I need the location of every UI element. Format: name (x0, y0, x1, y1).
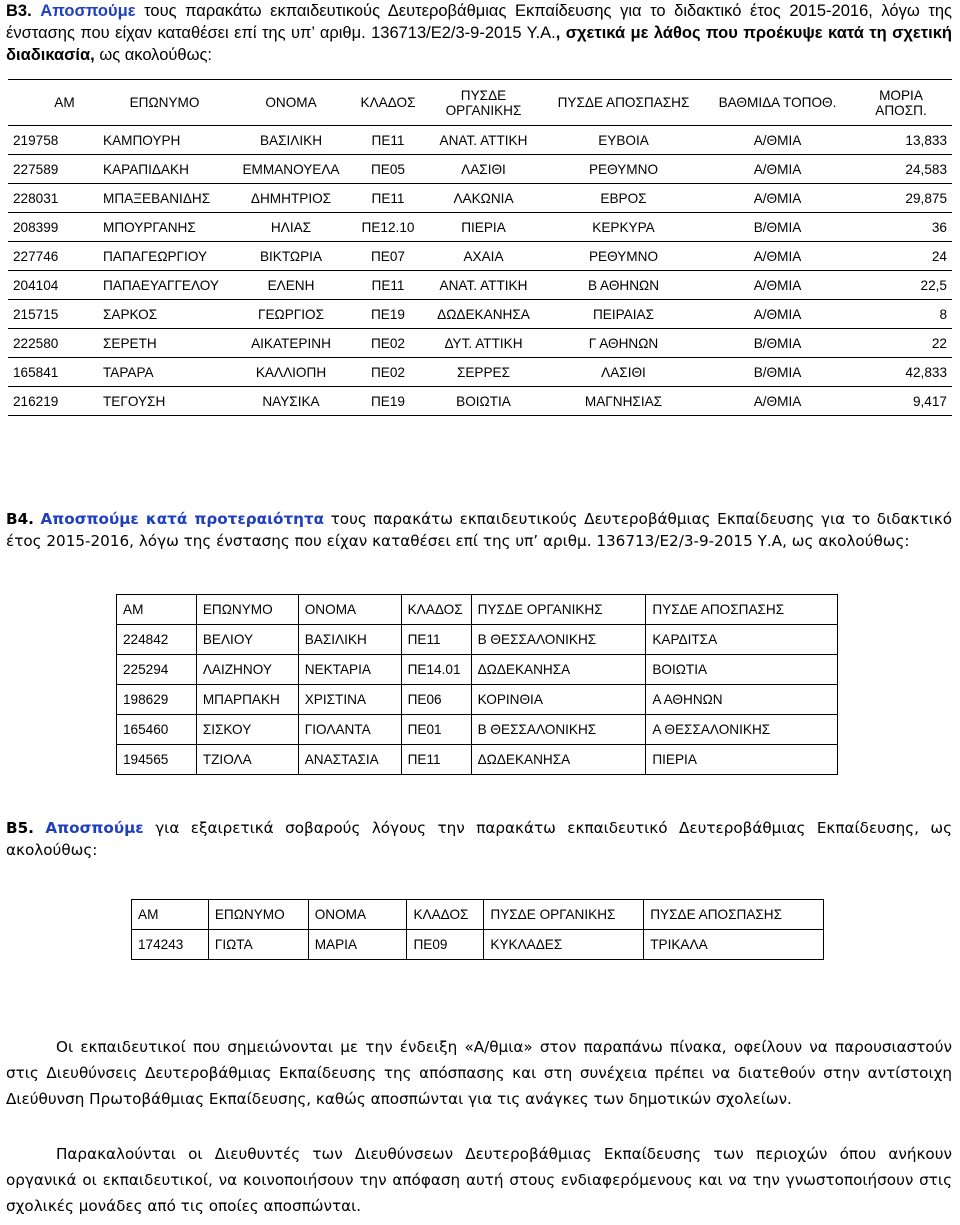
section-b3-text-a: τους παρακάτω εκπαιδευτικούς Δευτεροβάθμιας Εκπαίδευσης για το διδακτικό έτος 2015-2016, λόγω της ένστασης που είχαν καταθέσει επί της υπ’ αριθμ. 136713/Ε2/3-9-2015 Υ.Α. (6, 2, 952, 42)
table-b5-header-name: ΟΝΟΜΑ (308, 900, 407, 930)
table-cell-surname: ΒΕΛΙΟΥ (196, 625, 298, 655)
table-cell-surname: ΤΑΡΑΡΑ (98, 358, 231, 387)
table-cell-branch: ΠΕ11 (401, 625, 471, 655)
table-cell-branch: ΠΕ11 (351, 271, 425, 300)
table-row (8, 155, 952, 184)
table-cell-level: Α/ΘΜΙΑ (705, 387, 850, 416)
table-cell-name: ΑΙΚΑΤΕΡΙΝΗ (231, 329, 351, 358)
table-cell-am: 165841 (8, 358, 98, 387)
table-cell-points: 22 (850, 329, 952, 358)
table-cell-pysde-apo: ΛΑΣΙΘΙ (542, 358, 705, 387)
table-row (8, 387, 952, 416)
table-cell-pysde-org: Β ΘΕΣΣΑΛΟΝΙΚΗΣ (471, 625, 646, 655)
section-b4-lead: Αποσπούμε κατά προτεραιότητα (40, 510, 325, 528)
table-cell-name: ΝΑΥΣΙΚΑ (231, 387, 351, 416)
table-cell-name: ΑΝΑΣΤΑΣΙΑ (298, 745, 401, 775)
table-cell-name: ΒΑΣΙΛΙΚΗ (231, 126, 351, 155)
table-row (8, 242, 952, 271)
table-cell-pysde-apo: Α ΘΕΣΣΑΛΟΝΙΚΗΣ (646, 715, 838, 745)
table-cell-pysde-apo: ΤΡΙΚΑΛΑ (644, 930, 824, 960)
table-cell-pysde-org: ΔΩΔΕΚΑΝΗΣΑ (471, 745, 646, 775)
table-cell-name: ΕΛΕΝΗ (231, 271, 351, 300)
table-row (8, 329, 952, 358)
table-cell-am: 227589 (8, 155, 98, 184)
table-cell-pysde-apo: ΚΑΡΔΙΤΣΑ (646, 625, 838, 655)
table-cell-name: ΚΑΛΛΙΟΠΗ (231, 358, 351, 387)
table-cell-pysde-apo: Β ΑΘΗΝΩΝ (542, 271, 705, 300)
table-cell-surname: ΣΙΣΚΟΥ (196, 715, 298, 745)
table-cell-am: 174243 (132, 930, 209, 960)
closing-paragraph-2: Παρακαλούνται οι Διευθυντές των Διευθύνσεων Δευτεροβάθμιας Εκπαίδευσης των περιοχών όπου ανήκουν οργανικά οι εκπαιδευτικοί, να κοινοποιήσουν την απόφαση αυτή στους ενδιαφερόμενους και να την γνωστοποιήσουν στις σχολικές μονάδες από τις οποίες αποσπώνται. (6, 1145, 952, 1215)
table-b4-header-branch: ΚΛΑΔΟΣ (401, 595, 471, 625)
table-row (8, 184, 952, 213)
table-cell-pysde-org: ΔΩΔΕΚΑΝΗΣΑ (471, 655, 646, 685)
table-cell-surname: ΚΑΜΠΟΥΡΗ (98, 126, 231, 155)
table-b4-header-am: ΑΜ (117, 595, 197, 625)
table-cell-level: Α/ΘΜΙΑ (705, 271, 850, 300)
table-cell-points: 36 (850, 213, 952, 242)
table-cell-branch: ΠΕ19 (351, 300, 425, 329)
table-cell-level: Α/ΘΜΙΑ (705, 300, 850, 329)
table-row (8, 300, 952, 329)
section-b5-lead: Αποσπούμε (45, 819, 144, 837)
table-cell-branch: ΠΕ14.01 (401, 655, 471, 685)
table-b4-header-surname: ΕΠΩΝΥΜΟ (196, 595, 298, 625)
table-cell-level: Α/ΘΜΙΑ (705, 184, 850, 213)
section-b4-intro (6, 508, 952, 552)
table-cell-pysde-apo: ΚΕΡΚΥΡΑ (542, 213, 705, 242)
table-cell-surname: ΠΑΠΑΓΕΩΡΓΙΟΥ (98, 242, 231, 271)
table-cell-surname: ΣΑΡΚΟΣ (98, 300, 231, 329)
section-b3 (6, 0, 952, 66)
table-b5-header-pysde-apo: ΠΥΣΔΕ ΑΠΟΣΠΑΣΗΣ (644, 900, 824, 930)
table-cell-level: Β/ΘΜΙΑ (705, 329, 850, 358)
table-cell-am: 165460 (117, 715, 197, 745)
table-cell-branch: ΠΕ09 (407, 930, 484, 960)
table-b5-body (132, 930, 824, 960)
table-cell-branch: ΠΕ02 (351, 329, 425, 358)
table-cell-name: ΓΕΩΡΓΙΟΣ (231, 300, 351, 329)
table-cell-am: 215715 (8, 300, 98, 329)
table-row (8, 358, 952, 387)
table-cell-level: Β/ΘΜΙΑ (705, 358, 850, 387)
table-cell-points: 9,417 (850, 387, 952, 416)
section-b3-lead: Αποσπούμε (40, 2, 136, 20)
table-cell-am: 216219 (8, 387, 98, 416)
table-cell-pysde-apo: ΕΥΒΟΙΑ (542, 126, 705, 155)
table-b5-header-am: ΑΜ (132, 900, 209, 930)
table-b3-header-pysde-apo: ΠΥΣΔΕ ΑΠΟΣΠΑΣΗΣ (542, 80, 705, 126)
section-b5-text: για εξαιρετικά σοβαρούς λόγους την παρακάτω εκπαιδευτικό Δευτεροβάθμιας Εκπαίδευσης, ως ακολούθως: (6, 819, 953, 859)
table-row (117, 745, 838, 775)
table-cell-pysde-org: ΔΩΔΕΚΑΝΗΣΑ (425, 300, 542, 329)
section-b3-text-c: ως ακολούθως: (94, 46, 212, 64)
table-cell-pysde-org: ΚΥΚΛΑΔΕΣ (484, 930, 644, 960)
table-cell-pysde-org: ΠΙΕΡΙΑ (425, 213, 542, 242)
table-b3-header-pysde-org: ΠΥΣΔΕ ΟΡΓΑΝΙΚΗΣ (425, 80, 542, 126)
table-b4-header-pysde-apo: ΠΥΣΔΕ ΑΠΟΣΠΑΣΗΣ (646, 595, 838, 625)
table-b4-header-pysde-org: ΠΥΣΔΕ ΟΡΓΑΝΙΚΗΣ (471, 595, 646, 625)
table-cell-pysde-org: ΔΥΤ. ΑΤΤΙΚΗ (425, 329, 542, 358)
table-b4 (116, 594, 838, 775)
table-cell-name: ΓΙΟΛΑΝΤΑ (298, 715, 401, 745)
table-b5-header-surname: ΕΠΩΝΥΜΟ (208, 900, 308, 930)
table-b4-header-name: ΟΝΟΜΑ (298, 595, 401, 625)
table-cell-points: 22,5 (850, 271, 952, 300)
table-cell-branch: ΠΕ06 (401, 685, 471, 715)
table-cell-name: ΝΕΚΤΑΡΙΑ (298, 655, 401, 685)
table-cell-name: ΗΛΙΑΣ (231, 213, 351, 242)
table-cell-pysde-org: ΚΟΡΙΝΘΙΑ (471, 685, 646, 715)
table-cell-surname: ΤΖΙΟΛΑ (196, 745, 298, 775)
table-cell-am: 224842 (117, 625, 197, 655)
table-cell-am: 204104 (8, 271, 98, 300)
table-cell-branch: ΠΕ12.10 (351, 213, 425, 242)
table-cell-pysde-apo: ΠΕΙΡΑΙΑΣ (542, 300, 705, 329)
table-cell-pysde-apo: Α ΑΘΗΝΩΝ (646, 685, 838, 715)
table-cell-surname: ΤΕΓΟΥΣΗ (98, 387, 231, 416)
table-cell-points: 29,875 (850, 184, 952, 213)
table-cell-branch: ΠΕ11 (351, 126, 425, 155)
table-b5 (131, 899, 824, 960)
table-cell-name: ΒΑΣΙΛΙΚΗ (298, 625, 401, 655)
table-b3-header-name: ΟΝΟΜΑ (231, 80, 351, 126)
section-b3-number: Β3. (6, 2, 32, 20)
table-b4-header-row (117, 595, 838, 625)
table-cell-am: 194565 (117, 745, 197, 775)
table-cell-level: Α/ΘΜΙΑ (705, 242, 850, 271)
table-cell-surname: ΣΕΡΕΤΗ (98, 329, 231, 358)
table-cell-surname: ΜΠΟΥΡΓΑΝΗΣ (98, 213, 231, 242)
section-b3-intro (6, 0, 952, 66)
table-cell-am: 228031 (8, 184, 98, 213)
table-cell-surname: ΠΑΠΑΕΥΑΓΓΕΛΟΥ (98, 271, 231, 300)
table-row (117, 715, 838, 745)
table-b3-header-branch: ΚΛΑΔΟΣ (351, 80, 425, 126)
table-b5-header-branch: ΚΛΑΔΟΣ (407, 900, 484, 930)
table-cell-pysde-org: ΣΕΡΡΕΣ (425, 358, 542, 387)
table-cell-am: 227746 (8, 242, 98, 271)
table-b3-header-row (8, 80, 952, 126)
table-cell-surname: ΜΠΑΡΠΑΚΗ (196, 685, 298, 715)
table-b3-header-surname: ΕΠΩΝΥΜΟ (98, 80, 231, 126)
table-cell-branch: ΠΕ02 (351, 358, 425, 387)
table-cell-name: ΔΗΜΗΤΡΙΟΣ (231, 184, 351, 213)
table-cell-pysde-apo: Γ ΑΘΗΝΩΝ (542, 329, 705, 358)
table-row (8, 271, 952, 300)
table-cell-pysde-apo: ΠΙΕΡΙΑ (646, 745, 838, 775)
table-b3-header-points: ΜΟΡΙΑ ΑΠΟΣΠ. (850, 80, 952, 126)
table-cell-surname: ΛΑΙΖΗΝΟΥ (196, 655, 298, 685)
table-b3-header-am: ΑΜ (8, 80, 98, 126)
table-cell-level: Β/ΘΜΙΑ (705, 213, 850, 242)
section-b5-number: Β5. (6, 819, 34, 837)
table-cell-branch: ΠΕ11 (351, 184, 425, 213)
table-cell-branch: ΠΕ01 (401, 715, 471, 745)
section-b3-text-b: , σχετικά με λάθος που προέκυψε κατά τη σχετική διαδικασία, (6, 24, 952, 64)
table-cell-level: Α/ΘΜΙΑ (705, 155, 850, 184)
table-row (132, 930, 824, 960)
table-cell-pysde-apo: ΜΑΓΝΗΣΙΑΣ (542, 387, 705, 416)
section-b4 (6, 508, 952, 552)
table-cell-pysde-apo: ΕΒΡΟΣ (542, 184, 705, 213)
table-row (8, 126, 952, 155)
table-b3-body (8, 126, 952, 416)
table-b4-body (117, 625, 838, 775)
table-cell-points: 24 (850, 242, 952, 271)
table-cell-points: 42,833 (850, 358, 952, 387)
table-cell-branch: ΠΕ11 (401, 745, 471, 775)
table-cell-branch: ΠΕ19 (351, 387, 425, 416)
table-cell-am: 219758 (8, 126, 98, 155)
table-cell-pysde-org: ΑΧΑΙΑ (425, 242, 542, 271)
table-cell-pysde-apo: ΡΕΘΥΜΝΟ (542, 242, 705, 271)
table-cell-name: ΕΜΜΑΝΟΥΕΛΑ (231, 155, 351, 184)
table-cell-pysde-org: ΛΑΣΙΘΙ (425, 155, 542, 184)
table-cell-points: 13,833 (850, 126, 952, 155)
table-cell-points: 24,583 (850, 155, 952, 184)
table-cell-branch: ΠΕ07 (351, 242, 425, 271)
table-cell-surname: ΓΙΩΤΑ (208, 930, 308, 960)
table-cell-name: ΜΑΡΙΑ (308, 930, 407, 960)
table-cell-pysde-org: ΑΝΑΤ. ΑΤΤΙΚΗ (425, 126, 542, 155)
table-row (8, 213, 952, 242)
table-cell-name: ΒΙΚΤΩΡΙΑ (231, 242, 351, 271)
table-row (117, 625, 838, 655)
table-b5-header-pysde-org: ΠΥΣΔΕ ΟΡΓΑΝΙΚΗΣ (484, 900, 644, 930)
table-b3 (8, 79, 952, 416)
table-cell-am: 208399 (8, 213, 98, 242)
table-cell-name: ΧΡΙΣΤΙΝΑ (298, 685, 401, 715)
table-cell-level: Α/ΘΜΙΑ (705, 126, 850, 155)
section-b5-intro (6, 817, 952, 861)
section-b4-number: Β4. (6, 510, 34, 528)
table-cell-pysde-org: Β ΘΕΣΣΑΛΟΝΙΚΗΣ (471, 715, 646, 745)
table-cell-am: 225294 (117, 655, 197, 685)
table-row (117, 655, 838, 685)
table-cell-points: 8 (850, 300, 952, 329)
table-cell-am: 222580 (8, 329, 98, 358)
table-cell-surname: ΚΑΡΑΠΙΔΑΚΗ (98, 155, 231, 184)
section-b4-text: τους παρακάτω εκπαιδευτικούς Δευτεροβάθμιας Εκπαίδευσης για το διδακτικό έτος 2015-2016, λόγω της ένστασης που είχαν καταθέσει επί της υπ’ αριθμ. 136713/Ε2/3-9-2015 Υ.Α, ως ακολούθως: (6, 510, 952, 550)
table-cell-am: 198629 (117, 685, 197, 715)
table-cell-pysde-org: ΑΝΑΤ. ΑΤΤΙΚΗ (425, 271, 542, 300)
table-cell-pysde-apo: ΡΕΘΥΜΝΟ (542, 155, 705, 184)
table-b5-header-row (132, 900, 824, 930)
table-b3-header-level: ΒΑΘΜΙΔΑ ΤΟΠΟΘ. (705, 80, 850, 126)
section-b5 (6, 817, 952, 861)
table-row (117, 685, 838, 715)
closing-paragraph-1: Οι εκπαιδευτικοί που σημειώνονται με την ένδειξη «Α/θμια» στον παραπάνω πίνακα, οφείλουν να παρουσιαστούν στις Διευθύνσεις Δευτεροβάθμιας Εκπαίδευσης της απόσπασης και στη συνέχεια πρέπει να διατεθούν στην αντίστοιχη Διεύθυνση Πρωτοβάθμιας Εκπαίδευσης, καθώς αποσπώνται για τις ανάγκες των δημοτικών σχολείων. (6, 1038, 952, 1108)
table-cell-branch: ΠΕ05 (351, 155, 425, 184)
table-cell-pysde-org: ΒΟΙΩΤΙΑ (425, 387, 542, 416)
table-cell-surname: ΜΠΑΞΕΒΑΝΙΔΗΣ (98, 184, 231, 213)
table-cell-pysde-apo: ΒΟΙΩΤΙΑ (646, 655, 838, 685)
table-cell-pysde-org: ΛΑΚΩΝΙΑ (425, 184, 542, 213)
